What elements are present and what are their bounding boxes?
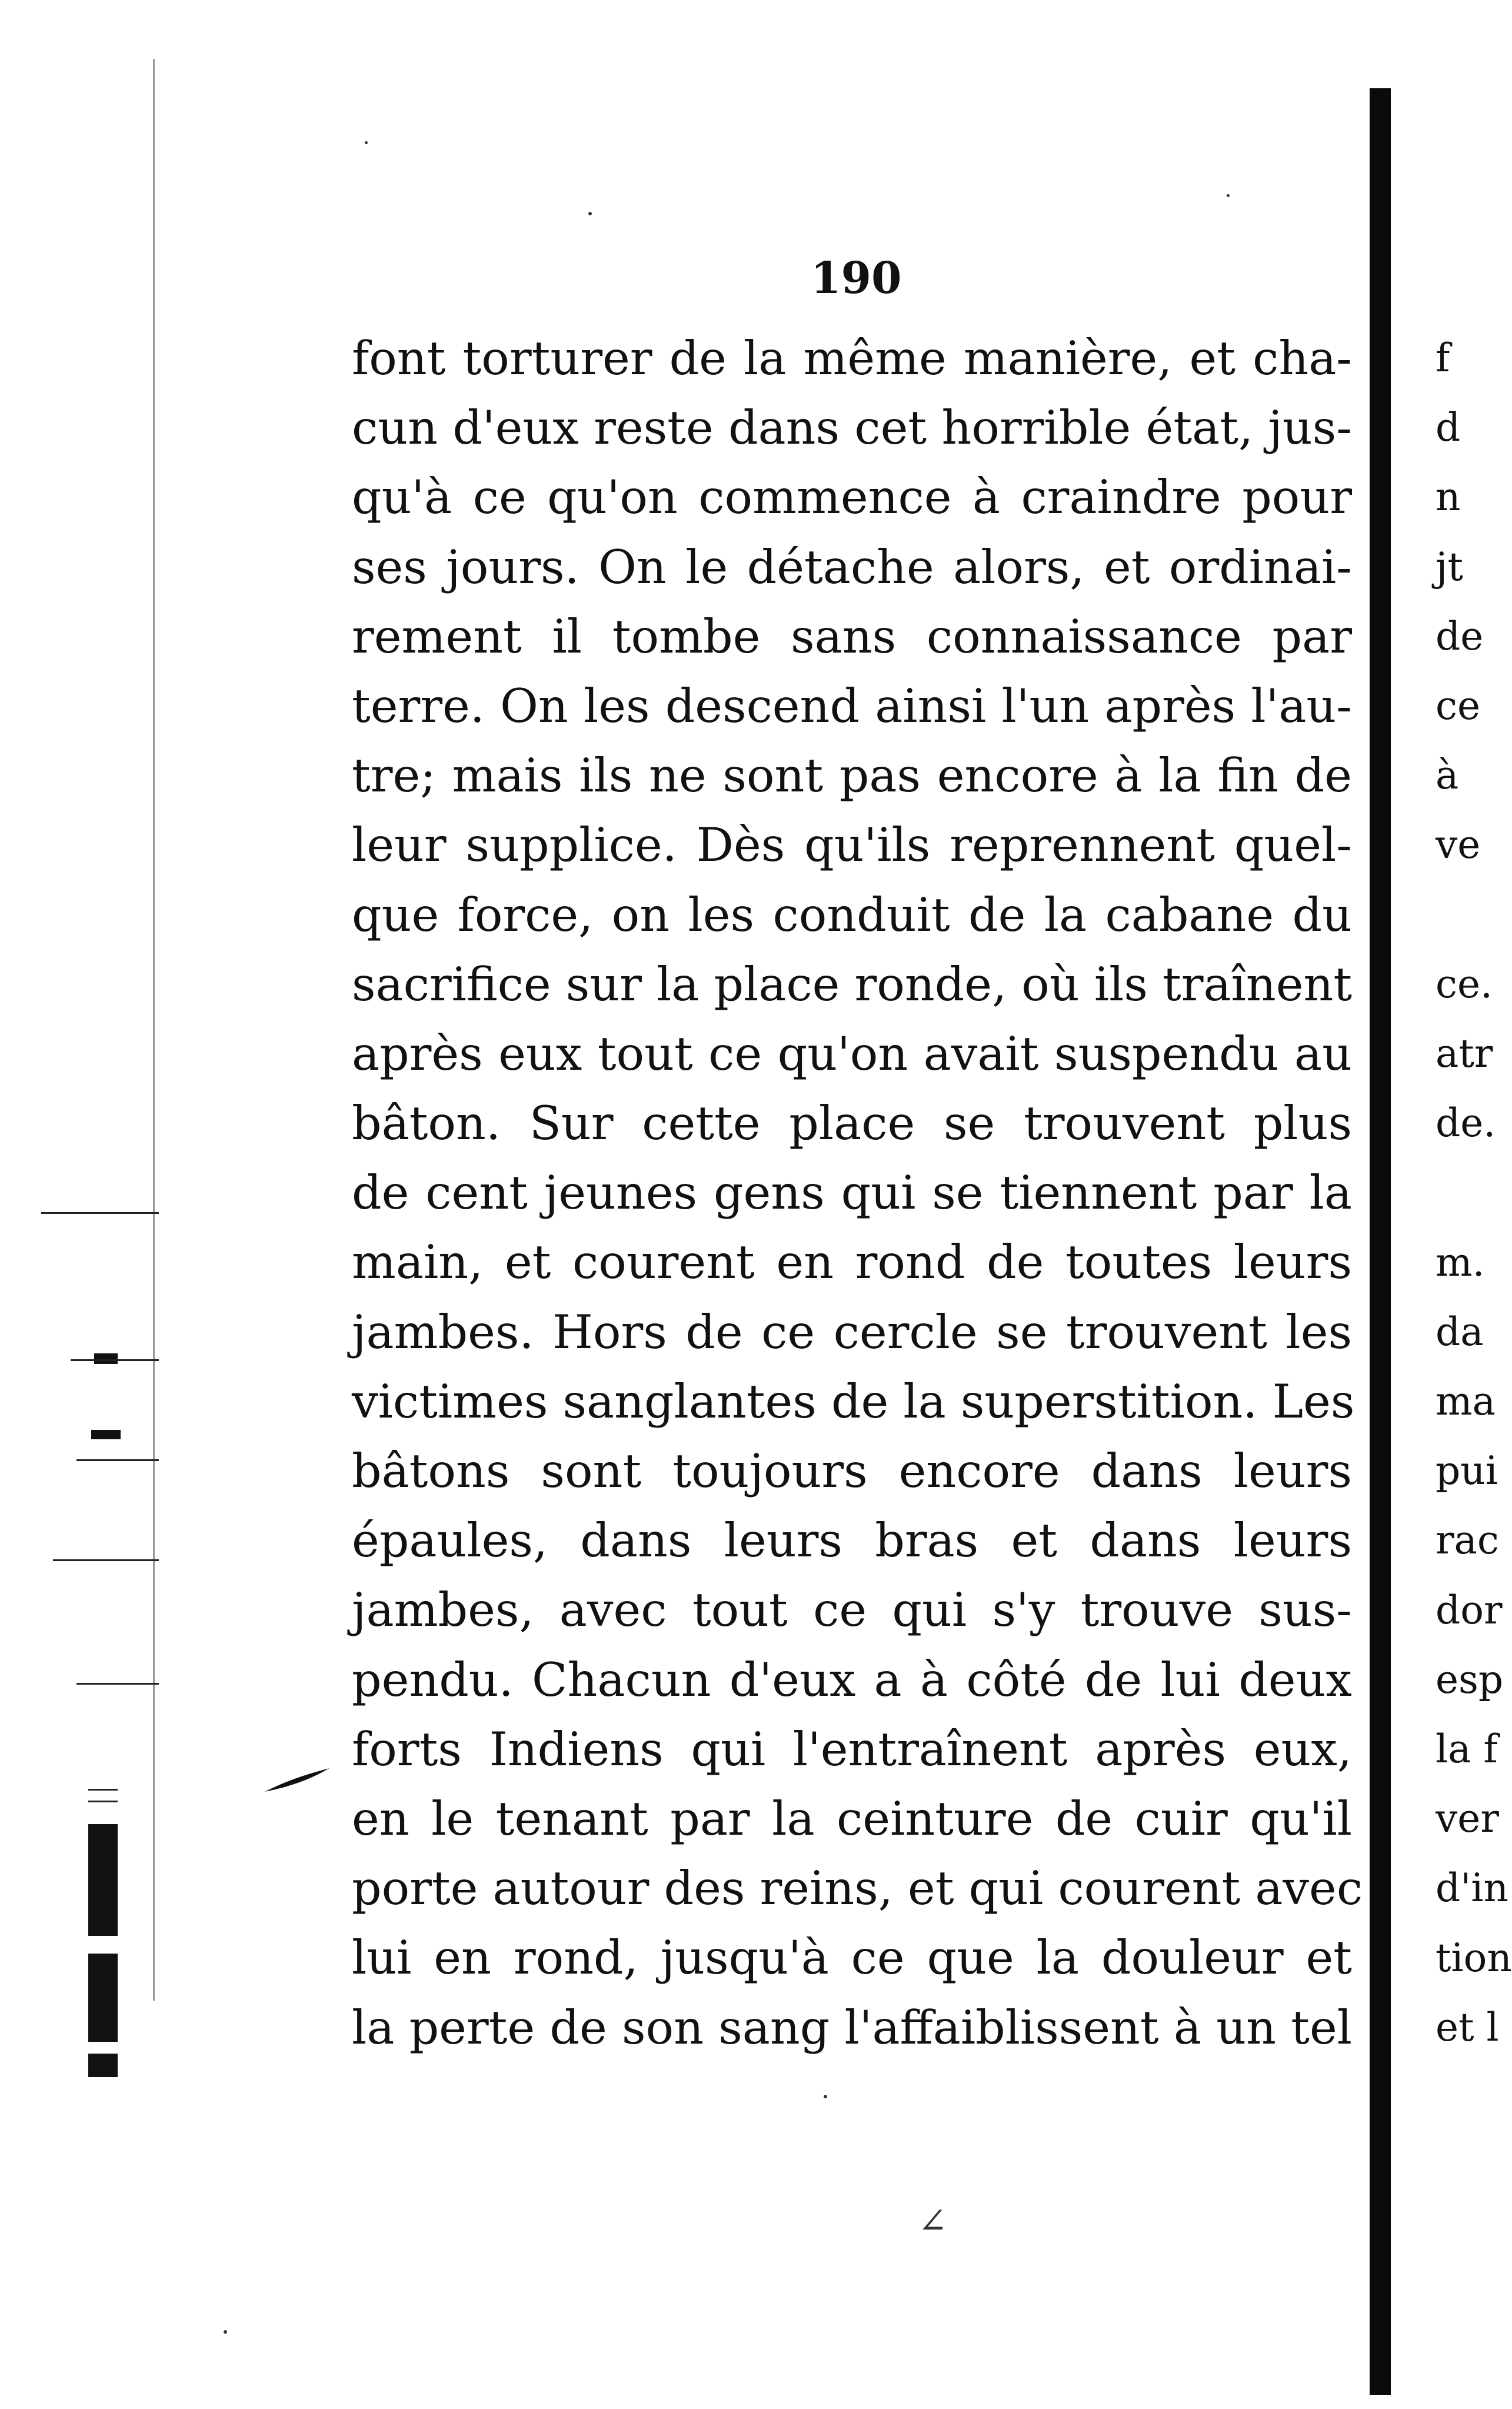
scan-speck	[224, 2330, 227, 2334]
margin-bar	[88, 1954, 118, 2042]
facing-fragment: dor	[1436, 1587, 1503, 1633]
facing-fragment: ce.	[1436, 961, 1493, 1007]
scan-speck	[824, 2095, 827, 2098]
facing-fragment: et l	[1436, 2004, 1499, 2050]
text-line: sacrifice sur la place ronde, où ils traînent	[352, 957, 1353, 1011]
text-line: bâton. Sur cette place se trouvent plus	[352, 1096, 1352, 1151]
facing-fragment: de.	[1436, 1100, 1496, 1146]
text-line: terre. On les descend ainsi l'un après l'au-	[352, 678, 1352, 733]
text-line: jambes, avec tout ce qui s'y trouve sus-	[352, 1583, 1352, 1638]
text-line: cun d'eux reste dans cet horrible état, jus-	[352, 401, 1352, 455]
text-line: bâtons sont toujours encore dans leurs	[352, 1444, 1352, 1498]
text-line: forts Indiens qui l'entraînent après eux,	[352, 1722, 1352, 1776]
ink-mark-icon	[265, 1765, 329, 1795]
body-text	[352, 324, 1363, 2062]
margin-bar	[88, 2054, 118, 2077]
book-spine	[1370, 88, 1391, 2395]
facing-fragment: de	[1436, 613, 1484, 659]
footer-mark: ∠	[918, 2201, 948, 2242]
text-line: font torturer de la même manière, et cha-	[352, 331, 1352, 385]
text-line: lui en rond, jusqu'à ce que la douleur et	[352, 1931, 1352, 1985]
scan-speck	[365, 141, 368, 144]
text-line: rement il tombe sans connaissance par	[352, 609, 1352, 664]
facing-fragment: esp	[1436, 1656, 1504, 1702]
text-line: la perte de son sang l'affaiblissent à un tel	[352, 2000, 1352, 2055]
text-line: pendu. Chacun d'eux a à côté de lui deux	[352, 1652, 1352, 1707]
facing-fragment: jt	[1436, 544, 1463, 590]
facing-fragment: tion	[1436, 1935, 1512, 1981]
facing-fragment: d'in	[1436, 1865, 1509, 1911]
scan-speck	[1227, 194, 1230, 197]
facing-fragment: d	[1436, 405, 1461, 451]
facing-fragment: ma	[1436, 1379, 1496, 1424]
facing-fragment: rac	[1436, 1518, 1499, 1563]
margin-rule	[88, 1801, 118, 1802]
margin-rule	[76, 1683, 159, 1685]
margin-rule	[76, 1459, 159, 1461]
text-line: en le tenant par la ceinture de cuir qu'il	[352, 1791, 1352, 1846]
facing-fragment: f	[1436, 335, 1450, 381]
facing-fragment: atr	[1436, 1031, 1493, 1076]
text-line: leur supplice. Dès qu'ils reprennent quel-	[352, 818, 1352, 873]
facing-fragment: à	[1436, 753, 1459, 798]
margin-rule	[88, 1789, 118, 1791]
margin-bar	[91, 1430, 121, 1439]
facing-fragment: da	[1436, 1309, 1484, 1355]
margin-rule	[41, 1212, 159, 1214]
facing-fragment: m.	[1436, 1239, 1485, 1285]
facing-fragment: ver	[1436, 1796, 1499, 1842]
margin-rule	[71, 1359, 159, 1361]
margin-rule	[53, 1559, 159, 1561]
text-line: de cent jeunes gens qui se tiennent par la	[352, 1166, 1352, 1220]
text-line: tre; mais ils ne sont pas encore à la fin de	[352, 748, 1352, 803]
text-line: épaules, dans leurs bras et dans leurs	[352, 1513, 1352, 1568]
text-line: après eux tout ce qu'on avait suspendu au	[352, 1026, 1352, 1081]
facing-fragment: la f	[1436, 1726, 1498, 1772]
text-line: que force, on les conduit de la cabane du	[352, 887, 1352, 942]
text-line: victimes sanglantes de la superstition. Les	[352, 1374, 1355, 1429]
text-line: main, et courent en rond de toutes leurs	[352, 1235, 1352, 1290]
text-line: ses jours. On le détache alors, et ordinai-	[352, 540, 1352, 594]
page-number: 190	[811, 253, 902, 304]
facing-fragment: n	[1436, 474, 1461, 520]
facing-fragment: pui	[1436, 1448, 1498, 1494]
margin-bar	[88, 1824, 118, 1936]
facing-fragment: ce	[1436, 683, 1481, 728]
page-left-edge	[153, 59, 155, 2001]
facing-fragment: ve	[1436, 822, 1481, 868]
text-line: qu'à ce qu'on commence à craindre pour	[352, 470, 1352, 525]
margin-bar	[94, 1353, 118, 1364]
text-line: porte autour des reins, et qui courent avec	[352, 1861, 1363, 1916]
scan-speck	[588, 212, 592, 215]
text-line: jambes. Hors de ce cercle se trouvent les	[352, 1305, 1352, 1359]
